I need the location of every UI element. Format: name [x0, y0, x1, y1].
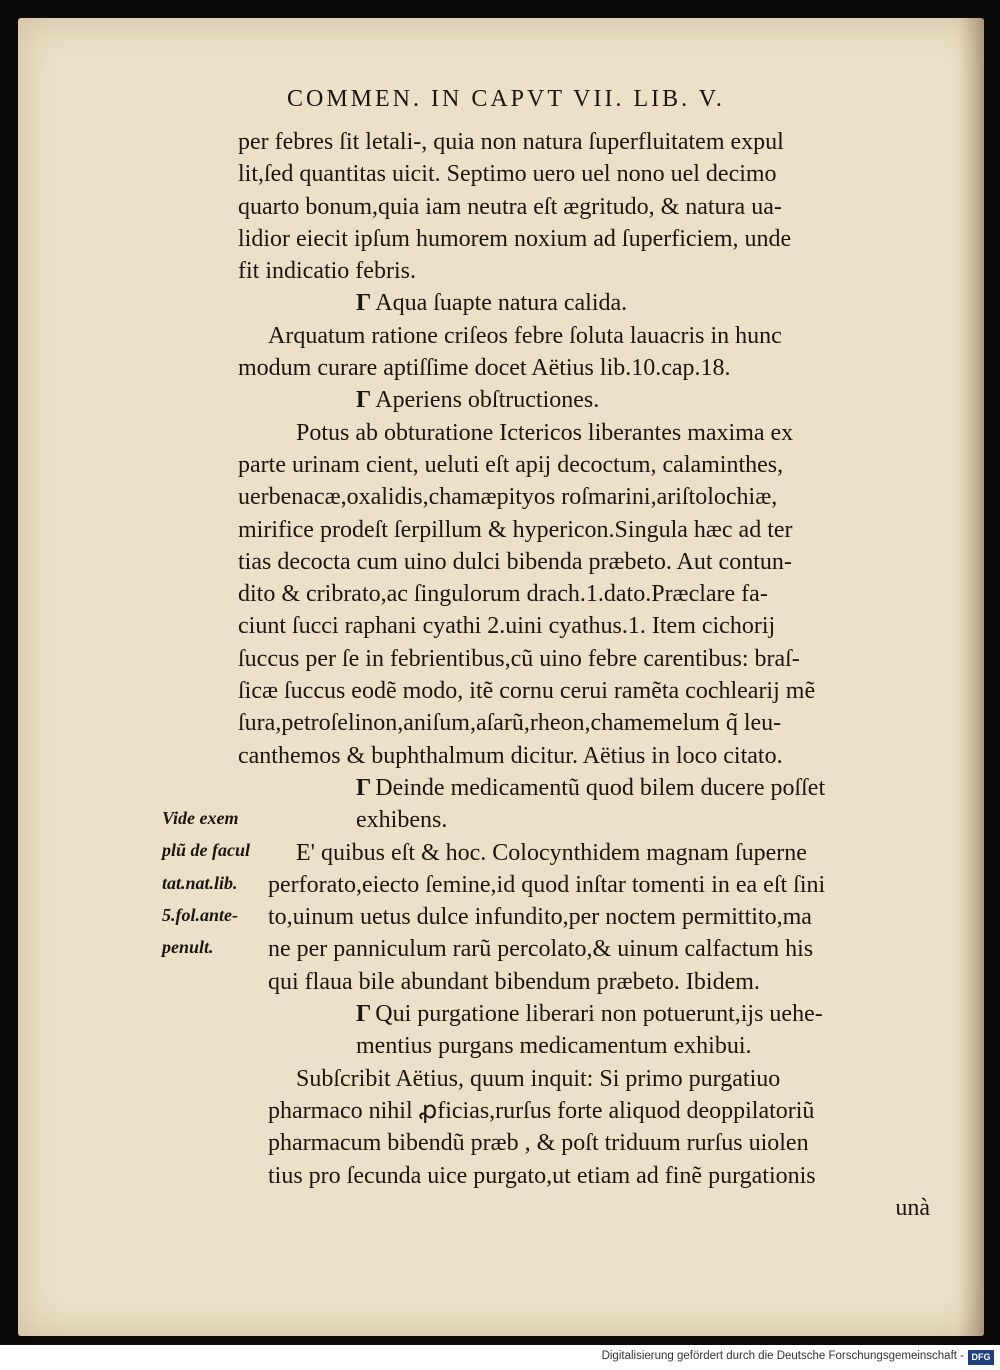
lemma-line [236, 772, 936, 804]
body-text [236, 126, 936, 1224]
text-line: Subſcribit Aëtius, quum inquit: Si primo purgatiuo [296, 1065, 781, 1092]
text-line: mirifice prodeſt ſerpillum & hypericon.Singula hæc ad ter [238, 516, 793, 543]
text-line: mentius purgans medicamentum exhibui. [356, 1033, 752, 1060]
text-line: qui flaua bile abundant bibendum præbeto. Ibidem. [268, 968, 760, 995]
margin-note-line: Vide exem [162, 808, 239, 828]
text-line: ne per panniculum rarũ percolato,& uinum calfactum his [268, 936, 814, 963]
text-line: ciunt ſucci raphani cyathi 2.uini cyathus.1. Item cichorij [238, 613, 776, 640]
text-line: tias decocta cum uino dulci bibenda præbeto. Aut contun- [238, 548, 792, 575]
lemma-line [236, 287, 936, 319]
text-line: fit indicatio febris. [238, 258, 416, 285]
text-line: ſuccus per ſe in febrientibus,cũ uino febre carentibus: braſ- [238, 645, 800, 672]
margin-note-line: penult. [162, 937, 214, 958]
text-line: per febres ſit letali-, quia non natura ſuperfluitatem expul [238, 129, 784, 155]
text-line: pharmacum bibendũ præb , & poſt triduum rurſus uiolen [268, 1130, 809, 1157]
catchword: unà [895, 1194, 930, 1221]
text-line: ſicæ ſuccus eodẽ modo, itẽ cornu cerui ramẽta cochlearij mẽ [238, 678, 816, 705]
text-line: Potus ab obturatione Ictericos liberantes maxima ex [296, 419, 794, 446]
text-line: exhibens. [356, 807, 448, 834]
text-line: lidior eiecit ipſum humorem noxium ad ſuperficiem, unde [238, 225, 792, 252]
text-line: Arquatum ratione criſeos febre ſoluta lauacris in hunc [268, 322, 782, 349]
text-line: dito & cribrato,ac ſingulorum drach.1.dato.Præclare fa- [238, 581, 768, 608]
lemma-mark-icon: Γ [356, 774, 372, 801]
margin-note-line: plũ de facul [162, 840, 250, 861]
page-edge-shadow [958, 18, 984, 1336]
lemma-line [236, 998, 936, 1030]
margin-note [162, 802, 272, 963]
running-head: COMMEN. IN CAPVT VII. LIB. V. [287, 86, 725, 112]
text-line: quarto bonum,quia iam neutra eſt ægritudo, & natura ua- [238, 193, 782, 220]
text-line: perforato,eiecto ſemine,id quod inſtar tomenti in ea eſt ſini [268, 871, 826, 898]
text-line: modum curare aptiſſime docet Aëtius lib.10.cap.18. [238, 355, 731, 382]
text-line: to,uinum uetus dulce infundito,per noctem permittito,ma [268, 904, 812, 931]
lemma-text: Qui purgatione liberari non potuerunt,ijs uehe- [375, 1001, 823, 1028]
text-line: pharmaco nihil ꝓficias,rurſus forte aliquod deoppilatoriũ [268, 1097, 815, 1124]
lemma-text: Aqua ſuapte natura calida. [375, 290, 628, 317]
lemma-mark-icon: Γ [356, 1001, 372, 1028]
lemma-text: Deinde medicamentũ quod bilem ducere poſſet [375, 774, 826, 801]
lemma-text: Aperiens obſtructiones. [375, 387, 600, 414]
text-line: tius pro ſecunda uice purgato,ut etiam ad finẽ purgationis [268, 1162, 816, 1189]
text-line: parte urinam cient, ueluti eſt apij decoctum, calaminthes, [238, 451, 784, 478]
text-line: lit,ſed quantitas uicit. Septimo uero uel nono uel decimo [238, 161, 777, 188]
lemma-mark-icon: Γ [356, 290, 372, 317]
footer-bar [0, 1347, 1000, 1370]
text-line: ſura,petroſelinon,aniſum,aſarũ,rheon,chamemelum q̃ leu- [238, 710, 782, 737]
text-line: E' quibus eſt & hoc. Colocynthidem magnam ſuperne [296, 839, 807, 866]
lemma-line [236, 384, 936, 416]
dfg-logo: DFG [968, 1350, 994, 1365]
margin-note-line: 5.fol.ante- [162, 904, 238, 925]
text-line: uerbenacæ,oxalidis,chamæpityos roſmarini,ariſtolochiæ, [238, 484, 778, 511]
text-line: canthemos & buphthalmum dicitur. Aëtius in loco citato. [238, 742, 783, 769]
lemma-mark-icon: Γ [356, 387, 372, 414]
footer-credit: Digitalisierung gefördert durch die Deutsche Forschungsgemeinschaft - [601, 1350, 964, 1362]
margin-note-line: tat.nat.lib. [162, 872, 238, 893]
